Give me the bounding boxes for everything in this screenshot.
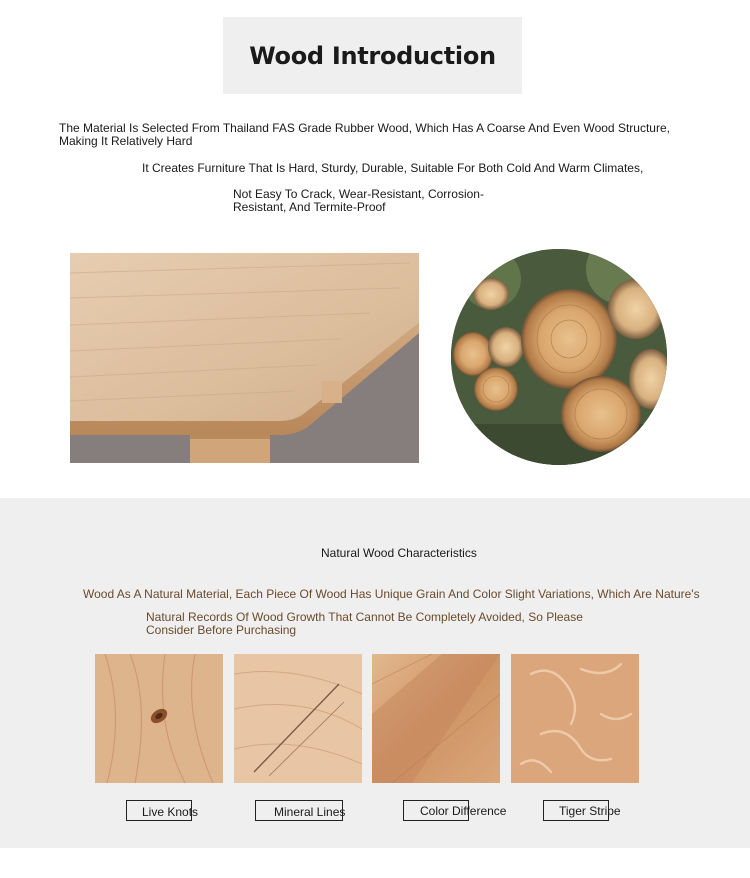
- live-knots-swatch: [95, 654, 223, 783]
- intro-line-2: It Creates Furniture That Is Hard, Sturdy, Durable, Suitable For Both Cold And Warm Climates,: [142, 161, 644, 175]
- color-difference-swatch: [372, 654, 500, 783]
- page-title: Wood Introduction: [249, 41, 496, 70]
- characteristics-line-2: Natural Records Of Wood Growth That Cannot Be Completely Avoided, So Please Consider Before Purchasing: [146, 610, 583, 637]
- characteristics-title: Natural Wood Characteristics: [321, 546, 477, 560]
- mineral-lines-swatch: [234, 654, 362, 783]
- color-difference-caption: Color Difference: [420, 804, 507, 818]
- intro-line-3: Not Easy To Crack, Wear-Resistant, Corrosion-Resistant, And Termite-Proof: [233, 187, 484, 214]
- tiger-stripe-swatch: [511, 654, 639, 783]
- table-corner-photo: [70, 253, 419, 463]
- tiger-stripe-caption: Tiger Stripe: [559, 804, 621, 818]
- mineral-lines-caption: Mineral Lines: [274, 805, 346, 819]
- title-banner: [223, 17, 522, 94]
- logs-photo: [451, 249, 667, 465]
- characteristics-line-1: Wood As A Natural Material, Each Piece Of Wood Has Unique Grain And Color Slight Variations, Which Are Nature's: [83, 587, 700, 601]
- live-knots-caption: Live Knots: [142, 805, 199, 819]
- intro-line-1: The Material Is Selected From Thailand FAS Grade Rubber Wood, Which Has A Coarse And Even Wood Structure, Making It Relatively Hard: [59, 121, 670, 148]
